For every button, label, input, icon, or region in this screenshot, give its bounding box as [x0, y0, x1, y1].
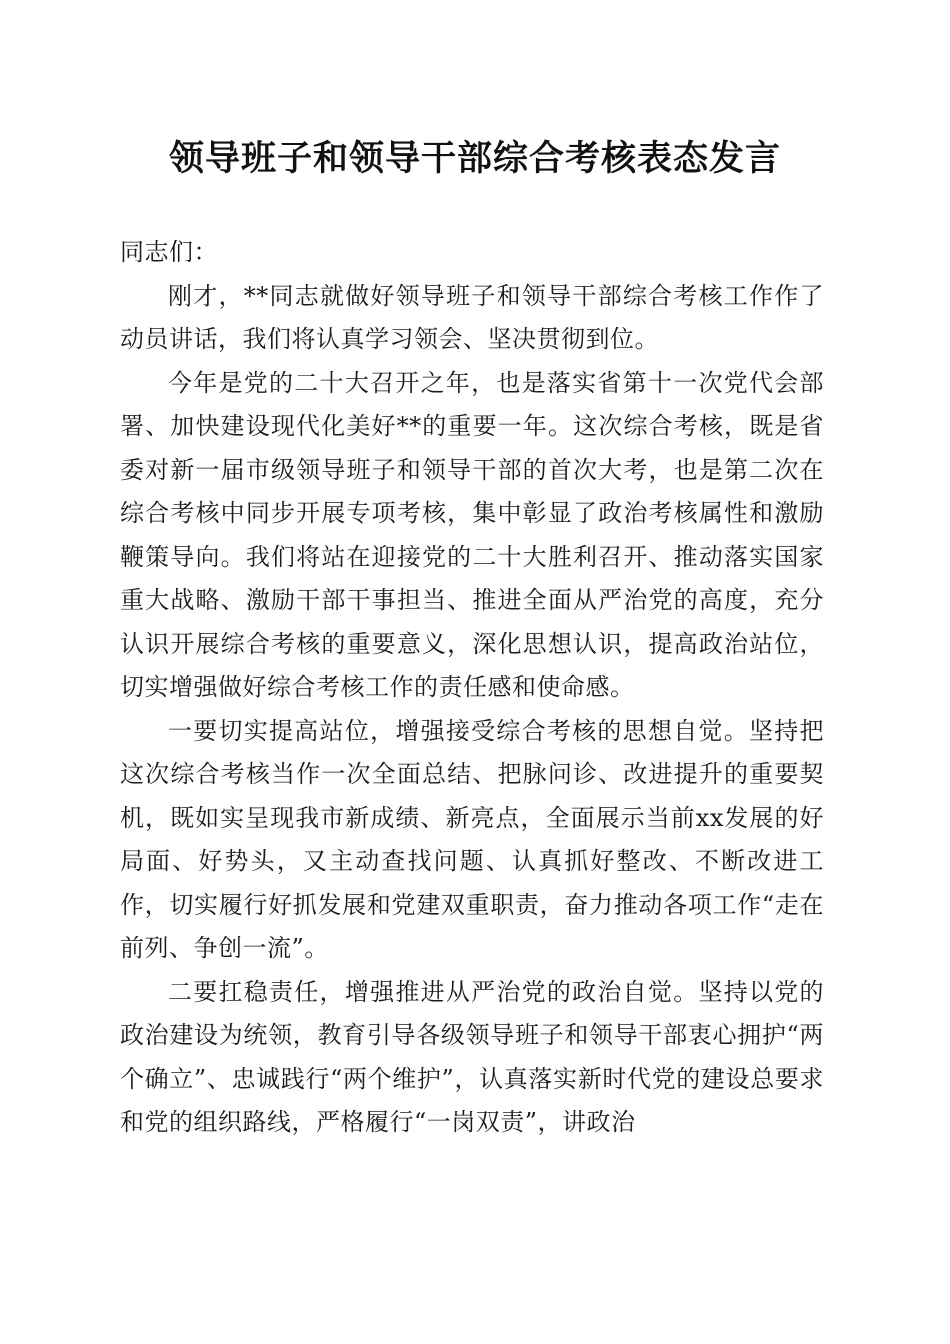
paragraph-point-one: 一要切实提高站位，增强接受综合考核的思想自觉。坚持把这次综合考核当作一次全面总结、把脉问诊、改进提升的重要契机，既如实呈现我市新成绩、新亮点，全面展示当前xx发展的好局面、好势头，又主动查找问题、认真抓好整改、不断改进工作，切实履行好抓发展和党建双重职责，奋力推动各项工作“走在前列、争创一流”。 [120, 716, 824, 962]
document-body [120, 231, 824, 1145]
paragraph-context: 今年是党的二十大召开之年，也是落实省第十一次党代会部署、加快建设现代化美好**的重要一年。这次综合考核，既是省委对新一届市级领导班子和领导干部的首次大考，也是第二次在综合考核中同步开展专项考核，集中彰显了政治考核属性和激励鞭策导向。我们将站在迎接党的二十大胜利召开、推动落实国家重大战略、激励干部干事担当、推进全面从严治党的高度，充分认识开展综合考核的重要意义，深化思想认识，提高政治站位，切实增强做好综合考核工作的责任感和使命感。 [120, 368, 824, 701]
salutation: 同志们： [120, 238, 218, 266]
document-title: 领导班子和领导干部综合考核表态发言 [168, 138, 781, 179]
paragraph-opening: 刚才，**同志就做好领导班子和领导干部综合考核工作作了动员讲话，我们将认真学习领会、坚决贯彻到位。 [120, 281, 824, 353]
paragraph-point-two: 二要扛稳责任，增强推进从严治党的政治自觉。坚持以党的政治建设为统领，教育引导各级领导班子和领导干部衷心拥护“两个确立”、忠诚践行“两个维护”，认真落实新时代党的建设总要求和党的组织路线，严格履行“一岗双责”，讲政治 [120, 977, 824, 1136]
